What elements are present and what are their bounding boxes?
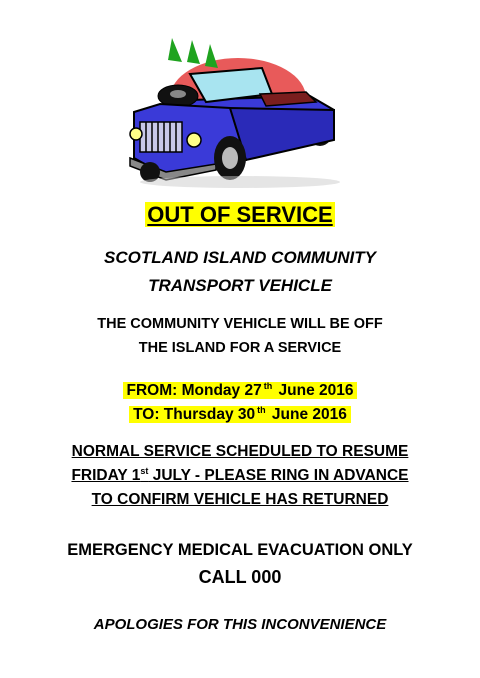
to-date-suffix: June 2016 (267, 406, 347, 423)
grass-tufts (168, 38, 218, 68)
resume-line-3: TO CONFIRM VEHICLE HAS RETURNED (91, 491, 389, 508)
from-date-ordinal: th (263, 381, 273, 391)
to-date (0, 403, 480, 427)
resume-line-2-suffix: JULY - PLEASE RING IN ADVANCE (148, 467, 409, 484)
body-line-2: THE ISLAND FOR A SERVICE (138, 340, 342, 356)
subtitle-line-2: TRANSPORT VEHICLE (148, 276, 332, 295)
resume-line-2-prefix: FRIDAY 1 (71, 467, 141, 484)
from-date (0, 379, 480, 403)
to-date-highlight (129, 406, 351, 423)
apology-text: APOLOGIES FOR THIS INCONVENIENCE (93, 616, 387, 633)
notice-title (0, 200, 480, 230)
to-date-ordinal: th (257, 405, 266, 415)
to-date-prefix: TO: Thursday 30 (133, 406, 256, 423)
notice-title-text: OUT OF SERVICE (147, 202, 333, 227)
convertible-car-icon (120, 30, 360, 190)
resume-line-1: NORMAL SERVICE SCHEDULED TO RESUME (71, 443, 409, 460)
call-number: CALL 000 (198, 567, 282, 587)
from-date-highlight (123, 382, 358, 399)
subtitle-line-1: SCOTLAND ISLAND COMMUNITY (104, 248, 376, 267)
resume-line-2-ordinal: st (140, 466, 149, 476)
emergency-notice: EMERGENCY MEDICAL EVACUATION ONLY (67, 541, 413, 559)
from-date-suffix: June 2016 (274, 382, 354, 399)
from-date-prefix: FROM: Monday 27 (126, 382, 262, 399)
resume-line-2 (0, 464, 480, 488)
body-line-1: THE COMMUNITY VEHICLE WILL BE OFF (97, 316, 383, 332)
